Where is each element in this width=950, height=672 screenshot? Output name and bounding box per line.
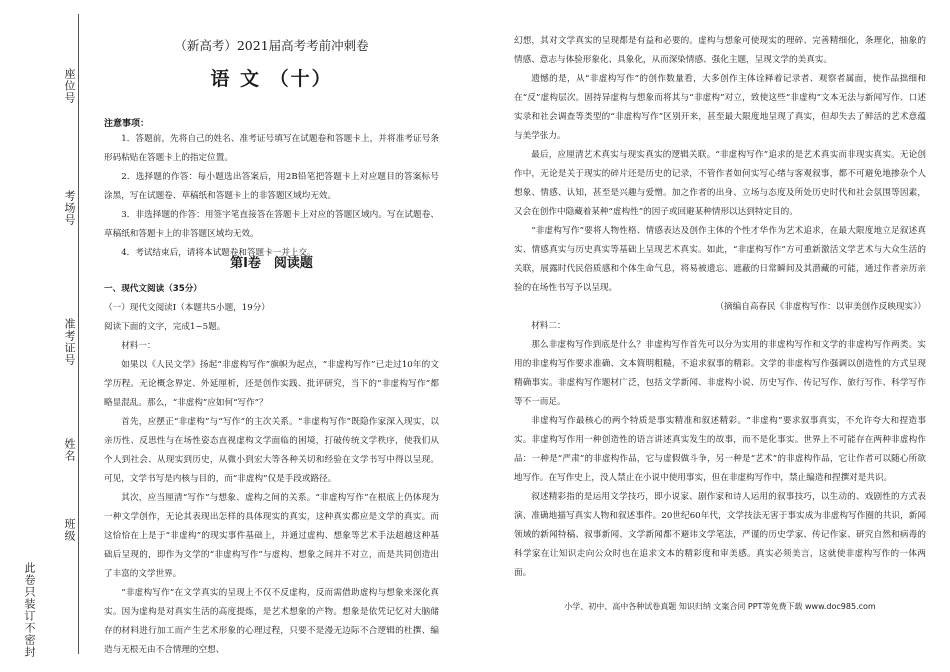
class-label: 班级 (63, 518, 76, 542)
notice-item: 1．答题前，先将自己的姓名、准考证号填写在试题卷和答题卡上，并将准考证号条形码粘贴在答题卡上的指定位置。 (104, 134, 439, 163)
paragraph: 首先，应摆正“非虚构”与“写作”的主次关系。“非虚构写作”既隐作家深入现实，以亲历性、反思性与在场性姿态直视虚构文学面临的困境，打破传统文学秩序，使我们从个人到社会、从现实到历史，从微小到宏大等各种关切和经验在文学书写中得以呈现。可见，文学书写是内核与目的，而“非虚构”仅是手段或路径。 (104, 417, 439, 484)
sub-heading: （一）现代文阅读Ⅰ（本题共5小题，19分） (104, 303, 270, 313)
exam-title: 语 文 （十） (210, 68, 333, 90)
paragraph: “非虚构写作”在文学真实的呈现上不仅不反虚构，反而需借助虚构与想象来深化真实。因为虚构是对真实生活的高度提炼，是艺术想象的产物。想象是依凭记忆对大脑储存的材料进行加工而产生艺术形象的心理过程，只要不是漫无边际不合逻辑的杜撰、编造与无根无由不合情理的空想、 (104, 588, 439, 655)
exam-room-label: 考场号 (63, 190, 76, 226)
name-label: 姓名 (63, 438, 76, 462)
section-heading: 第Ⅰ卷 阅读题 (230, 256, 313, 271)
paragraph: 最后，应厘清艺术真实与现实真实的逻辑关联。“非虚构写作”追求的是艺术真实而非现实真实。无论创作中，无论是关于现实的碎片还是历史的记录，不管作者如何实写心绪与客观叙事，都不可避免地掺杂个人想象、情感、认知，甚至是兴趣与爱憎。加之作者的出身、立场与态度及所处历史时代和社会氛围等因素，又会在创作中隐藏着某种“虚构性”的因子或回避某种情形以达到特定目的。 (514, 150, 926, 217)
paragraph: 遗憾的是，从“非虚构写作”的创作数量看，大多创作主体诠释着记录者、观察者属面，使作品拙细和在“反”虚构层次。固持异虚构与想象而将其与“非虚构”对立，致使这些“非虚构”文本无法与新闻写作、口述实录和社会调查等类型的“非虚构写作”区别开来，甚至最大限度地呈现了真实，但却失去了鲜活的艺术意蕴与美学张力。 (514, 74, 926, 141)
seal-notice: 此卷只装订不密封 (23, 562, 36, 658)
paragraph: 其次，应当厘清“写作”与想象、虚构之间的关系。“非虚构写作”在根底上仍体现为一种文学创作，无论其表现出怎样的具体现实的真实，这种真实都应是文学的真实。而这恰恰在上是于“非虚构”的现实事件基础上，并通过虚构、想象等艺术手法超越这种基础后呈现的，即作为文学的“非虚构写作”与虚构、想象之间并不对立，而是共同创造出了丰富的文学世界。 (104, 493, 439, 579)
citation: （摘编自高春民《非虚构写作：以审美创作反映现实》） (715, 302, 926, 312)
notice-item: 2．选择题的作答：每小题选出答案后，用2B铅笔把答题卡上对应题目的答案标号涂黑，写在试题卷、草稿纸和答题卡上的非答题区域均无效。 (104, 172, 439, 201)
paragraph: 那么非虚构写作到底是什么？非虚构写作首先可以分为实用的非虚构写作和文学的非虚构写作两类。实用的非虚构写作要求准确、文本简明粗糙，不追求叙事的精彩。文学的非虚构写作强调以创造性的方式呈现精确事实。非虚构写作题材广泛，包括文学新闻、非虚构小说、历史写作、传记写作、旅行写作、科学写作等不一而足。 (514, 340, 926, 407)
paragraph: “非虚构写作”要将人物性格、情感表达及创作主体的个性才华作为艺术追求，在最大限度地立足叙述真实、情感真实与历史真实等基础上呈现艺术真实。如此，“非虚构写作”方可重新激活文学艺术与大众生活的关联，展露时代民俗质感和个体生命气息，将易被遗忘、遮蔽的日常瞬间及其潜藏的可能，通过作者亲历亲验的在场性书写予以呈现。 (514, 226, 926, 293)
paragraph: 如果以《人民文学》扬起“非虚构写作”旗帜为起点，“非虚构写作”已走过10年的文学历程。无论概念界定、外延厘析，还是创作实践、批评研究，当下的“非虚构写作”都略显混乱。那么，“非虚构”应如何“写作”？ (104, 360, 439, 408)
material-label: 材料二： (531, 321, 566, 331)
seat-number-label: 座位号 (63, 68, 76, 104)
notice-item: 4．考试结束后，请将本试题卷和答题卡一并上交。 (121, 248, 316, 258)
material-label: 材料一： (121, 341, 156, 351)
paragraph: 叙述精彩指的是运用文学技巧，即小说家、剧作家和诗人运用的叙事技巧，以生动的、戏剧性的方式表演、准确地描写真实人物和叙述事件。20世纪60年代，文学技法无害于事实成为非虚构写作圈的共识，新闻领域的新闻特稿、叙事新闻、文学新闻都不避讳文学笔法，严谨的历史学家、传记作家、研究自然和病毒的科学家在让知识走向公众时也在追求文本的精彩度和审美感。真实必须美言，这就使非虚构写作的一体两面。 (514, 492, 926, 578)
paragraph: 非虚构写作最核心的两个特质是事实精准和叙述精彩。“非虚构”要求叙事真实，不允许夸大和捏造事实。非虚构写作用一种创造性的语言讲述真实发生的故事，而不是化事实。世界上不可能存在两种非虚构作品：一种是“严肃”的非虚构作品，它与虚假做斗争，另一种是“艺术”的非虚构作品，它让作者可以随心所欲地写作。在写作史上，没人禁止在小说中使用事实，但在非虚构写作中，禁止编造和捏撰对是共识。 (514, 416, 926, 483)
instruction: 阅读下面的文字，完成1~5题。 (104, 322, 226, 332)
footer-ad: 小学、初中、高中各种试卷真题 知识归纳 文案合同 PPT等免费下载 www.doc985.com (564, 602, 876, 611)
binding-line (78, 14, 79, 654)
notices-heading: 注意事项： (104, 119, 150, 129)
ticket-number-label: 准考证号 (63, 318, 76, 366)
part-heading: 一、现代文阅读（35分） (104, 284, 202, 294)
exam-subtitle: （新高考）2021届高考考前冲刺卷 (174, 38, 369, 53)
notices-list (104, 130, 439, 263)
paragraph: 幻想，其对文学真实的呈现都是有益和必要的。虚构与想象可使现实的理碎、完善精细化，条理化，抽象的情感、意志与体验形象化、具象化，从而深染情感、强化主题，呈现文学的美真实。 (514, 36, 926, 65)
notice-item: 3．非选择题的作答：用签字笔直接答在答题卡上对应的答题区域内。写在试题卷、草稿纸和答题卡上的非答题区域均无效。 (104, 210, 439, 239)
right-body (514, 32, 926, 583)
left-body (104, 280, 439, 660)
